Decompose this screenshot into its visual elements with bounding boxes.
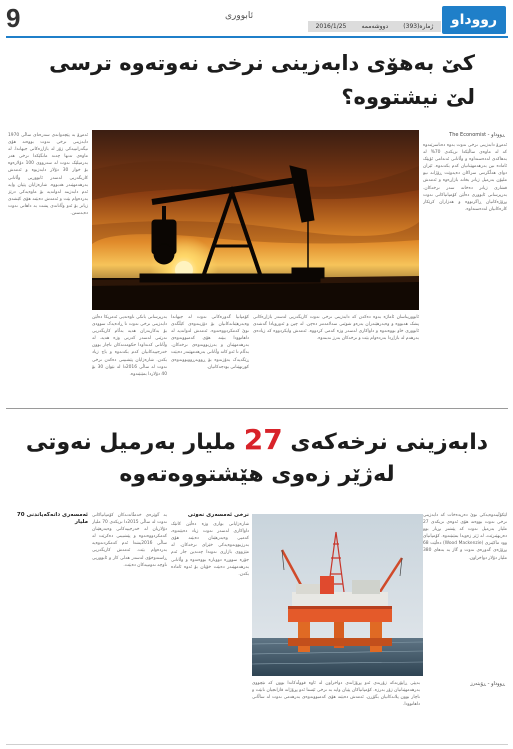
article2-headline — [20, 424, 494, 491]
issue-info-bar — [308, 21, 441, 32]
article2-subhead-2: ئەمسەری دانەگەیاندنی 70 ملیار — [16, 512, 88, 526]
article1-column-5: ئابووریناسان ئاماژە بەوە دەکەن کە دابەزینی نرخی نەوت کاریگەریی لەسەر بازاڕەکانی پشک هەبووە و وەبەرهێنەران بەرەو شوێنی سەلامەتتر دەچن. لە چین و ئەوروپادا گەشەی ئابووری خاو بووەتەوە و داواکاری لەسەر وزە کەمی کردووە. ئەمەش وایکردووە کە زیادەی بەرهەم لە بازاڕدا بەردەوام بێت و نرخەکان بەرز نەبنەوە. — [253, 315, 419, 342]
article1-source: ڕووداو - The Economist — [449, 132, 505, 138]
article2-column-4-text: بە گوێرەی خەمڵاندنەکان کۆمپانیاکانی نەوت لە ساڵی 2015دا نزیکەی 70 ملیار دۆلاریان لە خەرجییەکانی وەبەرهێنان کەمکردووەتەوە و پێشبینی دەکرێت لە ساڵی 2016یشدا ئەم کەمکردنەوەیە بەردەوام بێت. ئەمەش کاریگەریی ڕاستەوخۆی لەسەر هەلی کار و ئابووریی ناوچە نەوتییەکان دەبێت. — [92, 513, 167, 568]
logo-text: رووداو — [450, 12, 498, 28]
article-divider — [6, 408, 508, 409]
offshore-oil-rig-photo — [252, 514, 423, 676]
article1-column-3: بەرپرسانی بانکی ناوەندیی ئەمریکا دەڵێن دابەزینی نرخی نەوت تا ڕادەیەک سوودی بۆ بەکاربەران هەیە بەڵام کاریگەریی نەرێنی لەسەر کەرتی وزە هەیە. لە وڵاتانی کەنداودا حکومەتەکان ناچار بوون خەرجییەکانیان کەم بکەنەوە و باج زیاد بکەن. شارەزایان پێشبینی دەکەن نرخی نەوت لە ساڵی 2016دا لە نێوان 30 بۆ 40 دۆلاردا بمێنێتەوە. — [92, 315, 167, 377]
page-header — [0, 0, 513, 36]
article2-source: ڕووداو - ڕۆیتەرز — [470, 681, 505, 687]
article1-column-2: ئەمڕۆ دابەزینی نرخی نەوت بەوە دەناسرێتەوە کە لە ماوەی ساڵێکدا نزیکەی 70% لە بەهاکەی لەدەستداوە و وڵاتانی ئەندامی ئۆپێک ئامادە نین بەرهەمهێنانیان کەم بکەنەوە. ئێران دوای هەڵگرتنی سزاکان دەیەوێت ڕۆژانە نیو ملیۆن بەرمیل زیاتر بخاتە بازاڕەوە و ئەمەش فشاری زیاتر دەخاتە سەر نرخەکان. بەرپرسانی ئابووری دەڵێن کۆمپانیاکانی نەوت پڕۆژەکانیان ڕاگرتووە و هەزاران کرێکار کارەکانیان لەدەستداوە. — [423, 143, 507, 212]
issue-weekday: دووشەممە — [361, 23, 389, 30]
article2-headline-number: 27 — [243, 423, 283, 456]
article2-column-5 — [8, 512, 88, 740]
rudaw-logo — [442, 6, 506, 34]
oil-pumpjack-illustration — [92, 130, 419, 310]
page-number: 9 — [6, 3, 21, 33]
oil-pumpjack-photo — [92, 130, 419, 310]
article1-column-1: ئەمڕۆ بە پێچەوانەی سەرەتای ساڵی 1970 دابەزینی نرخی نەوت بووەتە هۆی نیگەرانییەکی زۆر لە بازاڕەکانی جیهاندا. لە ماوەی تەنها چەند مانگێکدا نرخی هەر بەرمیلێک نەوت لە سەرووی 100 دۆلارەوە بۆ خوار 30 دۆلار دابەزیوە و ئەمەش کاریگەریی لەسەر ئابووریی وڵاتانی بەرهەمهێنەر هەبووە. شارەزایان پێیان وایە ئەم دابەزینە لەوانەیە بۆ ماوەیەکی درێژ بەردەوام بێت و ئەمەش دەبێتە هۆی کێشەی زیاتر بۆ ئەو وڵاتانەی پشت بە داهاتی نەوت دەبەستن. — [8, 133, 88, 217]
issue-number: ژمارە(393) — [403, 23, 434, 30]
article2-subhead-1: نرخی ئەمسەری نەوتی — [187, 512, 249, 518]
header-divider — [6, 36, 508, 38]
article2-column-2: بەپێی ڕاپۆرتەکە زۆربەی ئەو پڕۆژانەی دواخراون لە ئاوە قووڵەکاندا بوون کە تێچووی بەرهەمهێنانیان زۆر بەرزە. کۆمپانیاکان پێیان وایە بە نرخی ئێستا ئەو پڕۆژانە قازانجیان نابێت و ناچار بوون پلانەکانیان بگۆڕن. ئەمەش دەبێتە هۆی کەمبوونەوەی بەرهەمی نەوت لە ساڵانی داهاتوودا. — [252, 681, 420, 708]
article2-column-4 — [92, 512, 167, 740]
footer-divider — [6, 744, 508, 745]
article1-column-4: کۆمپانیا گەورەکانی نەوت لە جیهاندا وەبەرهێنانەکانیان بۆ دۆزینەوەی کێڵگەی نوێ کەمکردووەتەوە. ئەمەش لەوانەیە لە داهاتوودا ببێتە هۆی کەمبوونەوەی بەرهەمهێنان و بەرزبوونەوەی نرخەکان. بەڵام تا ئەو کاتە وڵاتانی بەرهەمهێنەر دەبێت ڕێگەیەک بدۆزنەوە بۆ ڕووبەڕووبوونەوەی کورتهێنانی بودجەکانیان. — [171, 315, 249, 370]
article1-headline: کێ بەهۆی دابەزینی نرخی نەوتەوە ترسی لێ نیشتووە؟ — [49, 51, 475, 109]
article2-column-3-text: شارەزایانی بواری وزە دەڵێن کاتێک داواکاری لەسەر نەوت زیاد دەبێتەوە، کەمیی وەبەرهێنان دەبێتە هۆی بەرزبوونەوەیەکی خێرای نرخەکان. لە مێژووی بازاڕی نەوتدا چەندین جار ئەم جۆرە سووڕە دووبارە بووەتەوە و وڵاتانی بەرهەمهێنەر دەبێت خۆیان بۆ ئەوە ئامادە بکەن. — [171, 522, 249, 577]
issue-date: 2016/1/25 — [315, 23, 347, 30]
article2-headline-part2: ملیار بەرمیل نەوتی لەژێر زەوی هێشتووەتەوە — [25, 430, 395, 487]
article2-column-1: لێکۆڵینەوەیەکی نوێ دەریدەخات کە دابەزینی نرخی نەوت بووەتە هۆی ئەوەی نزیکەی 27 ملیار بەرمیل نەوت کە پێشتر بڕیار بوو دەربهێنرێت، لە ژێر زەویدا بمێنێتەوە. کۆمپانیای وود ماکێنزی (Wood Mackenzie) دەڵێت 68 پڕۆژەی گەورەی نەوت و گاز بە بەهای 380 ملیار دۆلار دواخراون. — [423, 513, 507, 561]
article2-column-3 — [171, 512, 249, 740]
offshore-rig-illustration — [252, 514, 423, 676]
article2-headline-part1: دابەزینی نرخەکەی — [290, 430, 489, 455]
section-label: ئابووری — [225, 11, 254, 21]
